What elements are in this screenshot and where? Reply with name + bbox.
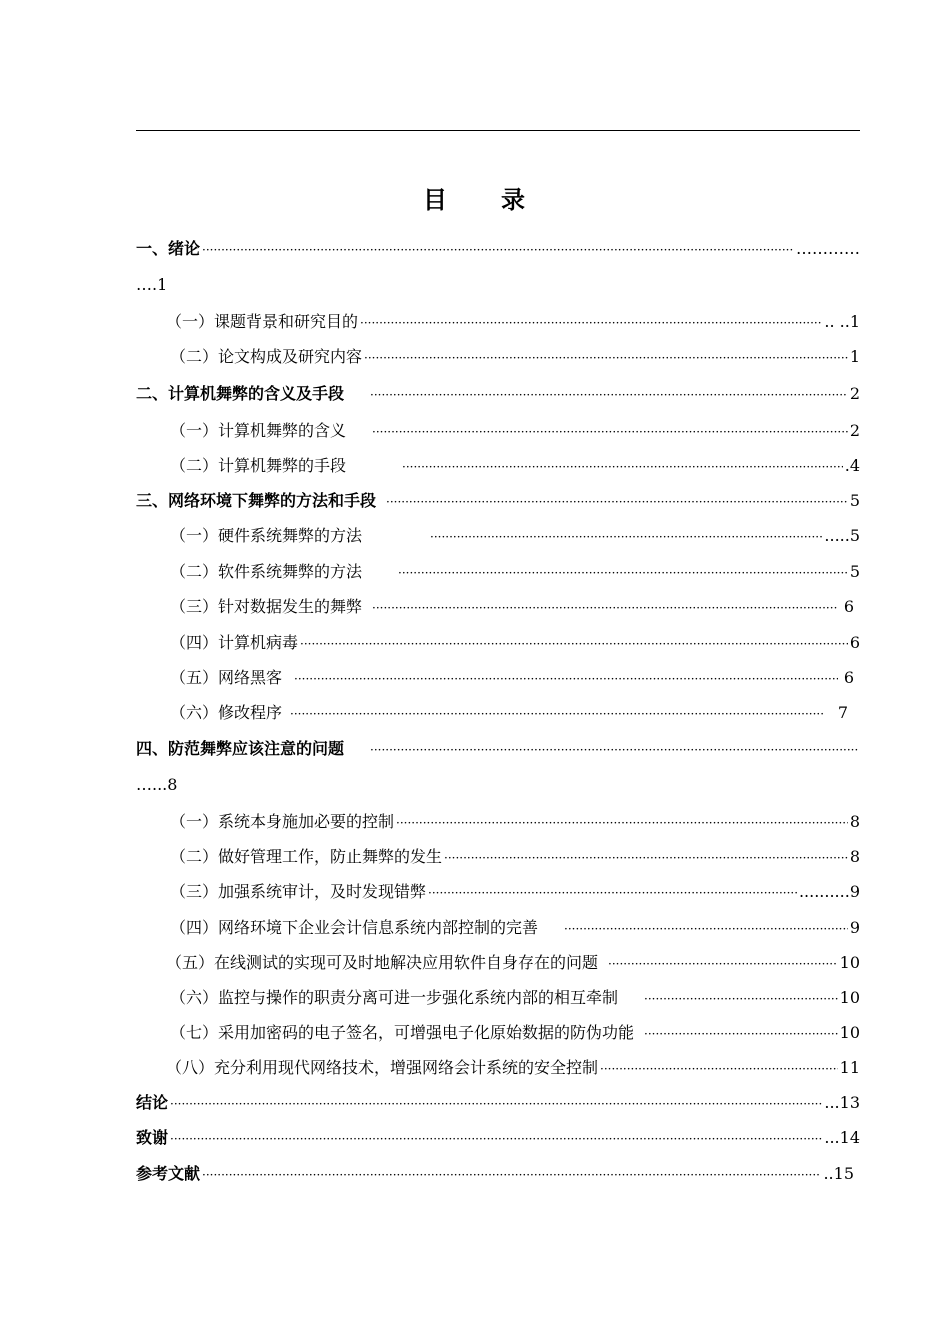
toc-leader-dots [294, 666, 838, 692]
toc-entry-label: （六）修改程序 [170, 703, 283, 722]
toc-entry-label: （一）计算机舞弊的含义 [170, 421, 347, 440]
toc-entry-page: 10 [839, 988, 860, 1007]
toc-entry-page: ...14 [824, 1128, 860, 1147]
toc-entry-label: （一）课题背景和研究目的 [166, 312, 359, 331]
toc-entry-label: （二）计算机舞弊的手段 [170, 456, 347, 475]
toc-leader-dots [428, 880, 797, 906]
toc-leader-dots [300, 631, 848, 657]
toc-entry-label: 参考文献 [136, 1164, 201, 1183]
toc-leader-dots [396, 810, 848, 836]
toc-entry-label: 结论 [136, 1093, 169, 1112]
toc-entry-label: （四）计算机病毒 [170, 633, 299, 652]
toc-entry[interactable] [136, 488, 860, 514]
toc-leader-dots [644, 1021, 838, 1047]
toc-entry[interactable] [136, 1125, 860, 1151]
page-title: 目 录 [423, 186, 527, 214]
toc-leader-dots [372, 595, 838, 621]
toc-entry-label: （二）论文构成及研究内容 [170, 347, 363, 366]
toc-entry[interactable] [136, 309, 860, 335]
toc-entry-tail: ………… [796, 239, 860, 258]
toc-entry-page: ..........9 [798, 882, 860, 901]
toc-entry[interactable] [136, 630, 860, 656]
toc-entry-page: …...8 [136, 775, 178, 794]
toc-entry-page: 1 [849, 347, 860, 366]
toc-entry-label: （八）充分利用现代网络技术，增强网络会计系统的安全控制 [166, 1058, 599, 1077]
toc-entry[interactable] [136, 1090, 860, 1116]
toc-entry-page: 5 [849, 562, 860, 581]
toc-entry-label: 四、防范舞弊应该注意的问题 [136, 739, 345, 758]
toc-entry[interactable] [136, 453, 860, 479]
toc-entry-label: （四）网络环境下企业会计信息系统内部控制的完善 [170, 918, 539, 937]
toc-leader-dots [402, 454, 843, 480]
toc-entry-label: （一）系统本身施加必要的控制 [170, 812, 395, 831]
toc-leader-dots [364, 345, 848, 371]
toc-entry[interactable] [136, 700, 860, 726]
toc-entry[interactable] [136, 736, 860, 762]
toc-entry-page: 2 [849, 384, 860, 403]
toc-entry[interactable] [136, 418, 860, 444]
toc-entry[interactable] [136, 523, 860, 549]
toc-entry[interactable] [136, 809, 860, 835]
toc-entry-page: 8 [849, 812, 860, 831]
toc-leader-dots [360, 310, 822, 336]
toc-entry-page: .....5 [824, 526, 860, 545]
toc-leader-dots [202, 237, 794, 263]
toc-leader-dots [370, 737, 858, 763]
toc-entry[interactable] [136, 381, 860, 407]
toc-entry-label: （五）在线测试的实现可及时地解决应用软件自身存在的问题 [166, 953, 599, 972]
toc-entry-label: （一）硬件系统舞弊的方法 [170, 526, 363, 545]
toc-entry[interactable] [136, 985, 860, 1011]
toc-entry-page: 10 [839, 953, 860, 972]
toc-entry-page: 6 [843, 597, 854, 616]
toc-leader-dots [370, 382, 848, 408]
toc-entry-page: 11 [839, 1058, 860, 1077]
toc-entry[interactable] [136, 844, 860, 870]
toc-entry-page: .. ..1 [824, 312, 860, 331]
toc-entry-label: （六）监控与操作的职责分离可进一步强化系统内部的相互牵制 [170, 988, 619, 1007]
toc-entry-page: 6 [849, 633, 860, 652]
toc-leader-dots [202, 1162, 821, 1188]
toc-entry-page: ….1 [136, 275, 168, 294]
toc-leader-dots [430, 524, 822, 550]
toc-entry[interactable] [136, 1055, 860, 1081]
toc-leader-dots [644, 986, 838, 1012]
toc-entry-label: 致谢 [136, 1128, 169, 1147]
toc-entry[interactable] [136, 344, 860, 370]
toc-entry-label: 一、绪论 [136, 239, 201, 258]
toc-entry-page: 5 [849, 491, 860, 510]
toc-entry-label: 二、计算机舞弊的含义及手段 [136, 384, 345, 403]
toc-entry-page: 8 [849, 847, 860, 866]
toc-entry-page: 7 [837, 703, 848, 722]
toc-entry[interactable] [136, 1161, 860, 1187]
toc-entry-label: （五）网络黑客 [170, 668, 283, 687]
toc-entry[interactable] [136, 236, 860, 262]
toc-entry-label: 三、网络环境下舞弊的方法和手段 [136, 491, 377, 510]
toc-entry-page: ..15 [823, 1164, 854, 1183]
toc-entry-label: （二）软件系统舞弊的方法 [170, 562, 363, 581]
toc-entry-page: 9 [849, 918, 860, 937]
header-rule [136, 130, 860, 131]
toc-leader-dots [444, 845, 848, 871]
toc-entry-label: （三）针对数据发生的舞弊 [170, 597, 363, 616]
toc-leader-dots [398, 560, 848, 586]
toc-entry-page: ...13 [824, 1093, 860, 1112]
toc-leader-dots [372, 419, 848, 445]
toc-entry-label: （二）做好管理工作，防止舞弊的发生 [170, 847, 443, 866]
toc-entry-label: （七）采用加密码的电子签名，可增强电子化原始数据的防伪功能 [170, 1023, 635, 1042]
toc-leader-dots [290, 701, 824, 727]
toc-entry-page: .4 [844, 456, 860, 475]
toc-leader-dots [170, 1126, 822, 1152]
toc-leader-dots [564, 916, 848, 942]
toc-leader-dots [170, 1091, 822, 1117]
toc-entry[interactable] [136, 594, 860, 620]
toc-entry[interactable] [136, 879, 860, 905]
toc-entry[interactable] [136, 1020, 860, 1046]
toc-entry-page: 6 [843, 668, 854, 687]
toc-entry[interactable] [136, 950, 860, 976]
toc-entry[interactable] [136, 559, 860, 585]
toc-leader-dots [608, 951, 838, 977]
toc-leader-dots [386, 489, 848, 515]
toc-leader-dots [600, 1056, 838, 1082]
toc-entry-page: 2 [849, 421, 860, 440]
toc-entry[interactable] [136, 915, 860, 941]
toc-entry-page: 10 [839, 1023, 860, 1042]
toc-entry[interactable] [136, 665, 860, 691]
toc-entry-label: （三）加强系统审计，及时发现错弊 [170, 882, 427, 901]
